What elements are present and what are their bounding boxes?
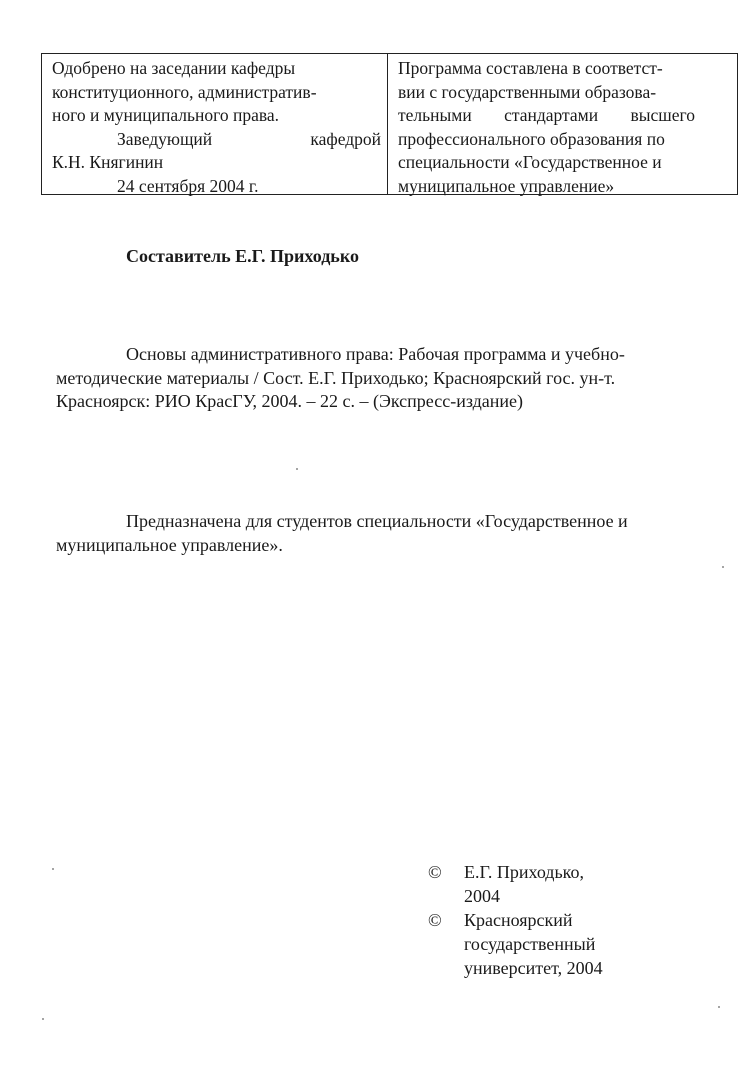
- department-head-row: [52, 128, 381, 152]
- approval-date: 24 сентября 2004 г.: [117, 175, 259, 196]
- biblio-line-2: методические материалы / Сост. Е.Г. Приходько; Красноярский гос. ун-т.: [56, 367, 616, 388]
- purpose-line-2: муниципальное управление».: [56, 535, 283, 555]
- copyright-icon: ©: [428, 910, 442, 930]
- standards-cell: [388, 54, 737, 194]
- approval-line-2: конституционного, административ-: [52, 81, 317, 102]
- approval-line-3: ного и муниципального права.: [52, 105, 280, 125]
- copyright-author-name: Е.Г. Приходько,: [464, 862, 584, 882]
- approval-line-1-text: Одобрено на заседании кафедры: [52, 58, 296, 78]
- department-head-name: К.Н. Княгинин: [52, 152, 164, 172]
- biblio-line-1: Основы административного права: Рабочая программа и учебно-: [126, 344, 625, 364]
- standards-line-1: Программа составлена в соответст-: [398, 58, 663, 78]
- approval-line-1: [52, 57, 381, 81]
- purpose-line-1: Предназначена для студентов специальности «Государственное и: [126, 511, 628, 531]
- copyright-org-line-3: университет, 2004: [464, 958, 603, 978]
- standards-line-4: профессионального образования по: [398, 128, 665, 149]
- bibliographic-description: [56, 343, 736, 414]
- copyright-author: [428, 860, 603, 908]
- standards-line-3: [398, 104, 729, 128]
- copyright-block: [428, 860, 603, 980]
- standards-line-2: вии с государственными образова-: [398, 81, 657, 102]
- scan-speck: [296, 468, 298, 470]
- copyright-author-text: [464, 860, 584, 908]
- copyright-icon: ©: [428, 862, 442, 882]
- approval-table: [41, 53, 738, 195]
- purpose-paragraph: [56, 509, 736, 557]
- department-head-dept: кафедрой: [310, 128, 381, 149]
- standards-line-3-text: тельными стандартами высшего: [398, 105, 695, 125]
- copyright-author-year: 2004: [464, 886, 500, 906]
- biblio-line-3: Красноярск: РИО КрасГУ, 2004. – 22 с. – (Экспресс-издание): [56, 391, 524, 411]
- scan-speck: [722, 566, 724, 568]
- copyright-org-line-2: государственный: [464, 934, 596, 954]
- scan-speck: [718, 1006, 720, 1008]
- department-head-title: Заведующий: [117, 128, 213, 149]
- copyright-org-line-1: Красноярский: [464, 910, 573, 930]
- standards-line-5: специальности «Государственное и: [398, 152, 662, 172]
- standards-line-6: муниципальное управление»: [398, 175, 615, 196]
- copyright-organization: [428, 908, 603, 980]
- approval-cell: [42, 54, 388, 194]
- copyright-organization-text: [464, 908, 603, 980]
- scan-speck: [52, 868, 54, 870]
- compiler-line: Составитель Е.Г. Приходько: [126, 246, 359, 266]
- scan-speck: [42, 1018, 44, 1020]
